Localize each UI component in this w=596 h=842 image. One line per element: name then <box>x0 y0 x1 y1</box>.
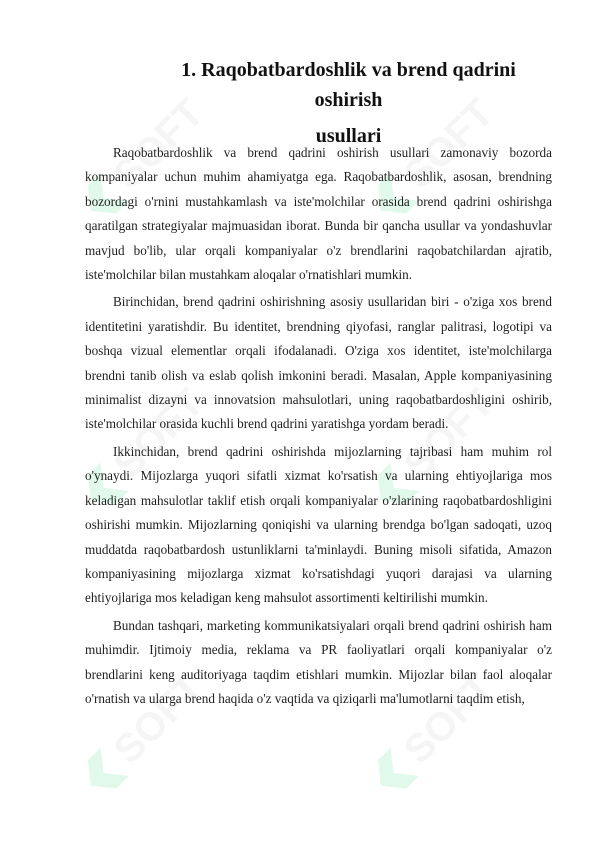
title-line-2: usullari <box>315 125 382 147</box>
title-line-1: 1. Raqobatbardoshlik va brend qadrini oshirish <box>181 59 516 111</box>
document-body <box>85 141 552 714</box>
watermark-logo-icon <box>77 748 129 800</box>
watermark-text: SOFT <box>105 380 213 488</box>
paragraph: Ikkinchidan, brend qadrini oshirishda mijozlarning tajribasi ham muhim rol o'ynaydi. Mijozlarga yuqori sifatli xizmat ko'rsatish va ularning ehtiyojlariga mos keladigan mahsulotlar taklif etish orqali kompaniyalar o'zlarining raqobatbardoshligini oshirishi mumkin. Mijozlarning qoniqishi va ularning brendga bo'lgan sadoqati, uzoq muddatda raqobatbardosh ustunliklarni ta'minlaydi. Buning misoli sifatida, Amazon kompaniyasining mijozlarga xizmat ko'rsatishdagi yuqori darajasi va ularning ehtiyojlariga mos keladigan keng mahsulot assortimenti keltirilishi mumkin. <box>85 443 552 606</box>
page-title <box>85 55 552 151</box>
paragraph: Raqobatbardoshlik va brend qadrini oshirish usullari zamonaviy bozorda kompaniyalar uchun muhim ahamiyatga ega. Raqobatbardoshlik, asosan, brendning bozordagi o'rnini mustahkamlash va iste'molchilar orasida brend qadrini oshirishga qaratilgan strategiyalar majmuasidan iborat. Bunda bir qancha usullar va yondashuvlar mavjud bo'lib, ular orqali kompaniyalar o'z brendlarini raqobatchilardan ajratib, iste'molchilar bilan mustahkam aloqalar o'rnatishlari mumkin. <box>85 145 552 283</box>
watermark-text: SOFT <box>105 665 213 773</box>
watermark-logo-icon <box>367 748 419 800</box>
paragraph: Birinchidan, brend qadrini oshirishning asosiy usullaridan biri - o'ziga xos brend identitetini yaratishdir. Bu identitet, brendning qiyofasi, ranglar palitrasi, logotipi va boshqa vizual elementlar orqali ifodalanadi. O'ziga xos identitet, iste'molchilarga brendni tanib olish va eslab qolish imkonini beradi. Masalan, Apple kompaniyasining minimalist dizayni va innovatsion mahsulotlari, uning raqobatbardoshligini oshirib, iste'molchilar orasida kuchli brend qadrini yaratishga yordam beradi. <box>85 294 552 432</box>
paragraph: Bundan tashqari, marketing kommunikatsiyalari orqali brend qadrini oshirish ham muhimdir. Ijtimoiy media, reklama va PR faoliyatlari orqali kompaniyalar o'z brendlarini keng auditoriyaga taqdim etishlari mumkin. Mijozlar bilan faol aloqalar o'rnatish va ularga brend haqida o'z vaqtida va qiziqarli ma'lumotlarni taqdim etish, <box>85 617 552 706</box>
watermark-text: SOFT <box>105 90 213 198</box>
watermark-text: SOFT <box>395 665 503 773</box>
watermark-text: SOFT <box>395 380 503 488</box>
watermark-text: SOFT <box>395 90 503 198</box>
